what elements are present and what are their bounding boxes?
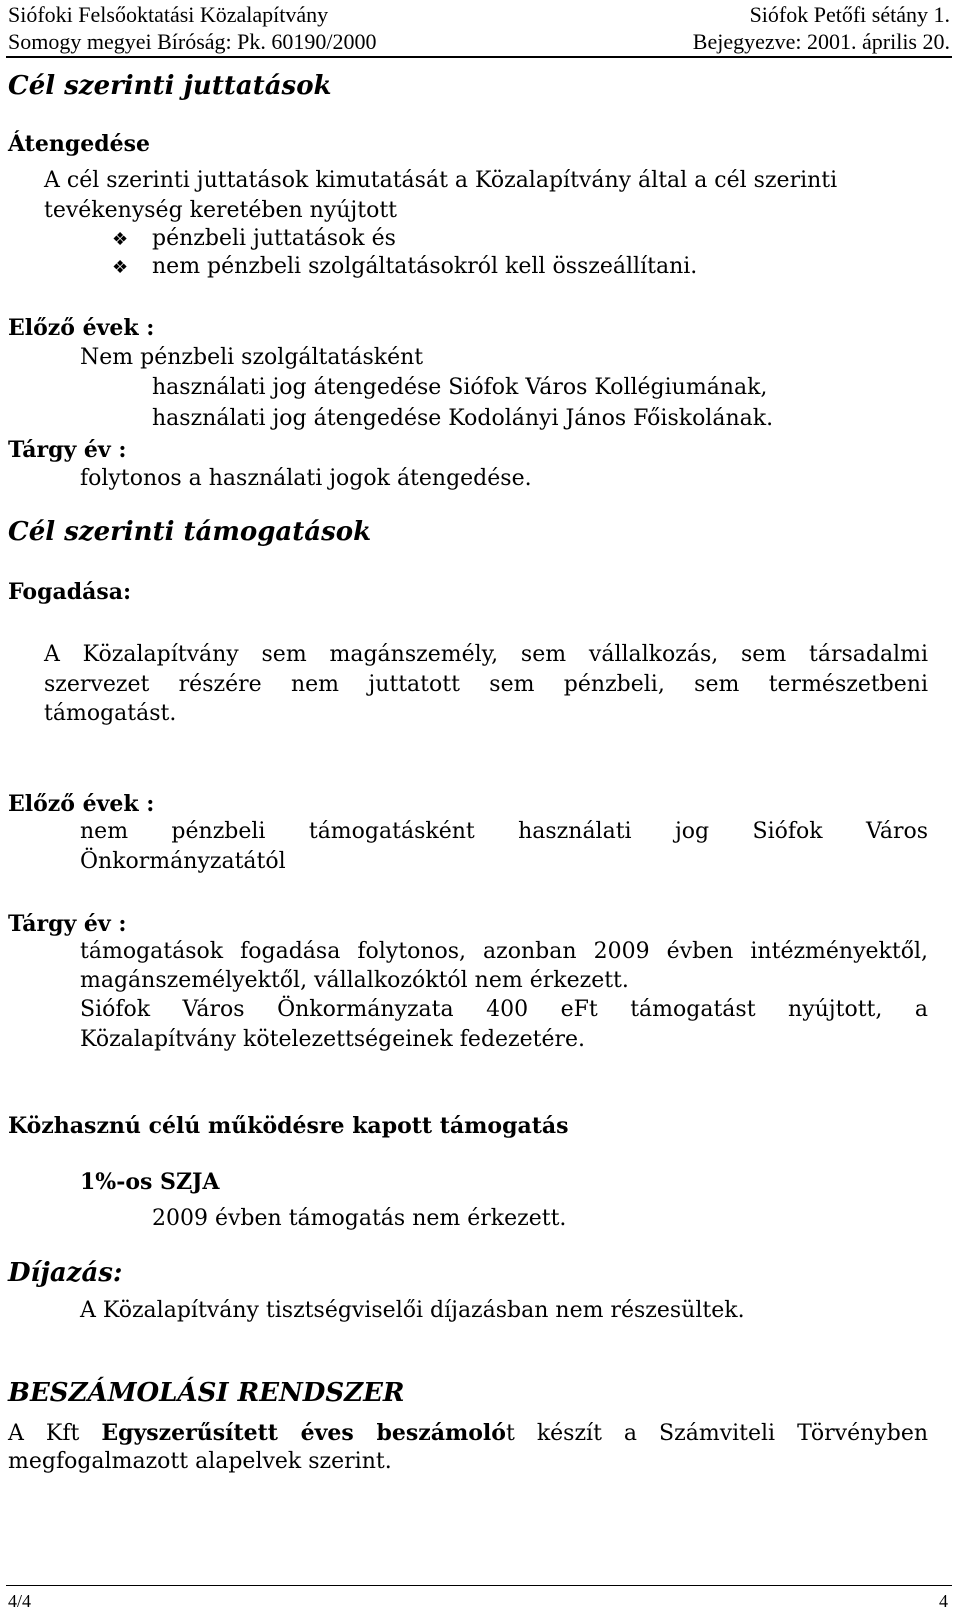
- text-line: Közalapítvány kötelezettségeinek fedezetére.: [80, 1027, 586, 1052]
- text-run: A Kft: [8, 1421, 102, 1446]
- subheading-atengedese: Átengedése: [8, 131, 150, 157]
- footer-divider: [6, 1585, 952, 1586]
- footer-page-number: 4: [939, 1591, 948, 1611]
- text-line: Nem pénzbeli szolgáltatásként: [80, 345, 424, 370]
- paragraph-line: A Közalapítvány sem magánszemély, sem vállalkozás, sem társadalmi: [44, 642, 928, 667]
- bullet-item: pénzbeli juttatások és: [152, 226, 396, 251]
- label-elozo-evek: Előző évek :: [8, 791, 155, 817]
- paragraph-line: szervezet részére nem juttatott sem pénzbeli, sem természetbeni: [44, 672, 928, 697]
- text-line: Siófok Város Önkormányzata 400 eFt támogatást nyújtott, a: [80, 997, 928, 1022]
- emphasis-egyszerusitett-eves-beszamolo: Egyszerűsített éves beszámoló: [101, 1420, 506, 1446]
- label-targy-ev: Tárgy év :: [8, 911, 127, 937]
- text-run: t készít a Számviteli Törvényben: [505, 1421, 929, 1446]
- header-court-registration: Somogy megyei Bíróság: Pk. 60190/2000: [8, 29, 377, 54]
- section-title-cel-szerinti-juttatasok: Cél szerinti juttatások: [8, 71, 332, 101]
- text-line: magánszemélyektől, vállalkozóktól nem érkezett.: [80, 968, 629, 993]
- text-line: folytonos a használati jogok átengedése.: [80, 466, 532, 491]
- diamond-bullet-icon: ❖: [112, 229, 129, 250]
- header-registration-date: Bejegyezve: 2001. április 20.: [692, 29, 950, 54]
- bullet-item: nem pénzbeli szolgáltatásokról kell összeállítani.: [152, 254, 698, 279]
- paragraph-line: A cél szerinti juttatások kimutatását a Közalapítvány által a cél szerinti: [44, 168, 838, 193]
- paragraph-line: megfogalmazott alapelvek szerint.: [8, 1449, 392, 1474]
- label-targy-ev: Tárgy év :: [8, 437, 127, 463]
- text-line: A Közalapítvány tisztségviselői díjazásban nem részesültek.: [80, 1298, 745, 1323]
- text-line: használati jog átengedése Siófok Város Kollégiumának,: [152, 375, 768, 400]
- text-line: Önkormányzatától: [80, 849, 286, 874]
- subheading-fogadasa: Fogadása:: [8, 579, 132, 605]
- section-title-cel-szerinti-tamogatasok: Cél szerinti támogatások: [8, 517, 372, 547]
- footer-page-of-total: 4/4: [8, 1591, 32, 1611]
- label-elozo-evek: Előző évek :: [8, 315, 155, 341]
- label-szja: 1%-os SZJA: [80, 1169, 220, 1195]
- section-title-beszamolasi-rendszer: BESZÁMOLÁSI RENDSZER: [8, 1378, 405, 1408]
- paragraph-line: tevékenység keretében nyújtott: [44, 198, 398, 223]
- header-divider: [6, 56, 952, 58]
- header-address: Siófok Petőfi sétány 1.: [749, 2, 950, 27]
- header-foundation-name: Siófoki Felsőoktatási Közalapítvány: [8, 2, 329, 27]
- section-title-dijazas: Díjazás:: [8, 1258, 123, 1288]
- text-line: támogatások fogadása folytonos, azonban 2009 évben intézményektől,: [80, 939, 928, 964]
- paragraph-line: [8, 1419, 928, 1448]
- text-line: nem pénzbeli támogatásként használati jog Siófok Város: [80, 819, 928, 844]
- text-line: 2009 évben támogatás nem érkezett.: [152, 1206, 567, 1231]
- section-title-kozhasznu-celu-tamogatas: Közhasznú célú működésre kapott támogatás: [8, 1113, 569, 1139]
- diamond-bullet-icon: ❖: [112, 257, 129, 278]
- paragraph-line: támogatást.: [44, 701, 177, 726]
- text-line: használati jog átengedése Kodolányi János Főiskolának.: [152, 406, 774, 431]
